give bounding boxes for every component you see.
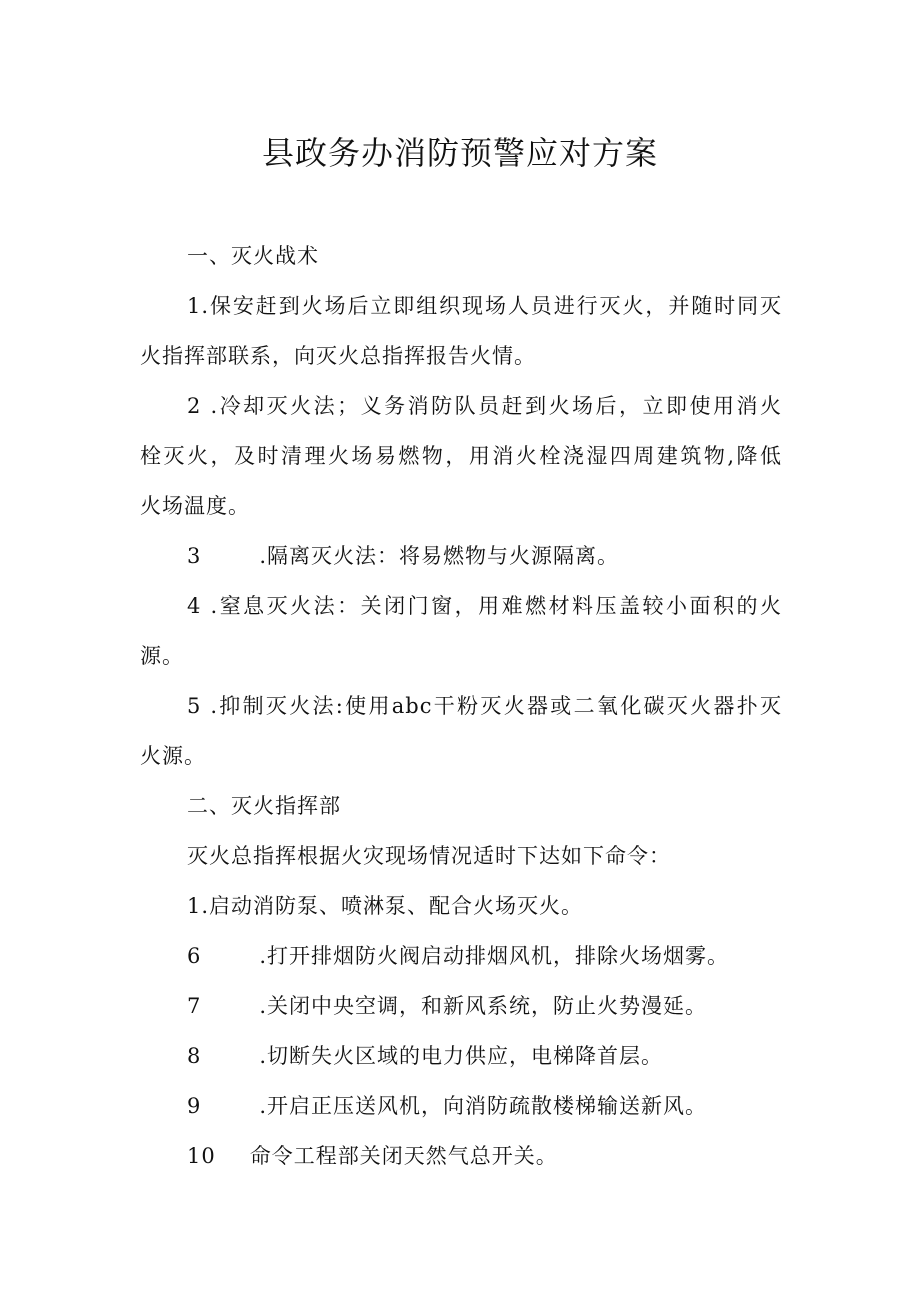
s1-item5-line2: 火源。: [140, 744, 206, 768]
s2-item6: [187, 940, 782, 970]
item-number: 7: [187, 994, 202, 1018]
s2-item1: 1.启动消防泵、喷淋泵、配合火场灭火。: [187, 894, 584, 918]
item-number: 8: [187, 1044, 202, 1068]
item-text: .隔离灭火法：将易燃物与火源隔离。: [259, 544, 620, 568]
item-number: 6: [187, 944, 202, 968]
s1-item5-line1: 5 .抑制灭火法:使用abc干粉灭火器或二氧化碳灭火器扑灭: [187, 694, 782, 718]
s1-item3: [187, 540, 782, 570]
item-number: 9: [187, 1094, 202, 1118]
document-title: 县政务办消防预警应对方案: [261, 134, 658, 172]
item-text: .切断失火区域的电力供应，电梯降首层。: [259, 1044, 664, 1068]
s1-item1-line1: 1.保安赶到火场后立即组织现场人员进行灭火，并随时同灭: [187, 294, 782, 318]
s1-item1-line2: 火指挥部联系，向灭火总指挥报告火情。: [140, 344, 536, 368]
item-number: 10: [187, 1144, 216, 1168]
s1-item2-line1: 2 .冷却灭火法；义务消防队员赶到火场后，立即使用消火: [187, 394, 782, 418]
s1-item2-line3: 火场温度。: [140, 494, 250, 518]
s2-item8: [187, 1040, 782, 1070]
s2-item10: [187, 1140, 782, 1170]
item-text: .开启正压送风机，向消防疏散楼梯输送新风。: [259, 1094, 708, 1118]
item-text: .打开排烟防火阀启动排烟风机，排除火场烟雾。: [259, 944, 730, 968]
item-text: .关闭中央空调，和新风系统，防止火势漫延。: [259, 994, 708, 1018]
section2-heading: 二、灭火指挥部: [187, 794, 341, 818]
section1-heading: 一、灭火战术: [187, 244, 319, 268]
s1-item4-line1: 4 .窒息灭火法：关闭门窗，用难燃材料压盖较小面积的火: [187, 594, 782, 618]
s2-item9: [187, 1090, 782, 1120]
s1-item4-line2: 源。: [140, 644, 184, 668]
s2-item7: [187, 990, 782, 1020]
item-text: 命令工程部关闭天然气总开关。: [249, 1144, 558, 1168]
item-number: 3: [187, 544, 202, 568]
s1-item2-line2: 栓灭火，及时清理火场易燃物，用消火栓浇湿四周建筑物,降低: [140, 444, 782, 468]
s2-intro: 灭火总指挥根据火灾现场情况适时下达如下命令：: [187, 844, 671, 868]
